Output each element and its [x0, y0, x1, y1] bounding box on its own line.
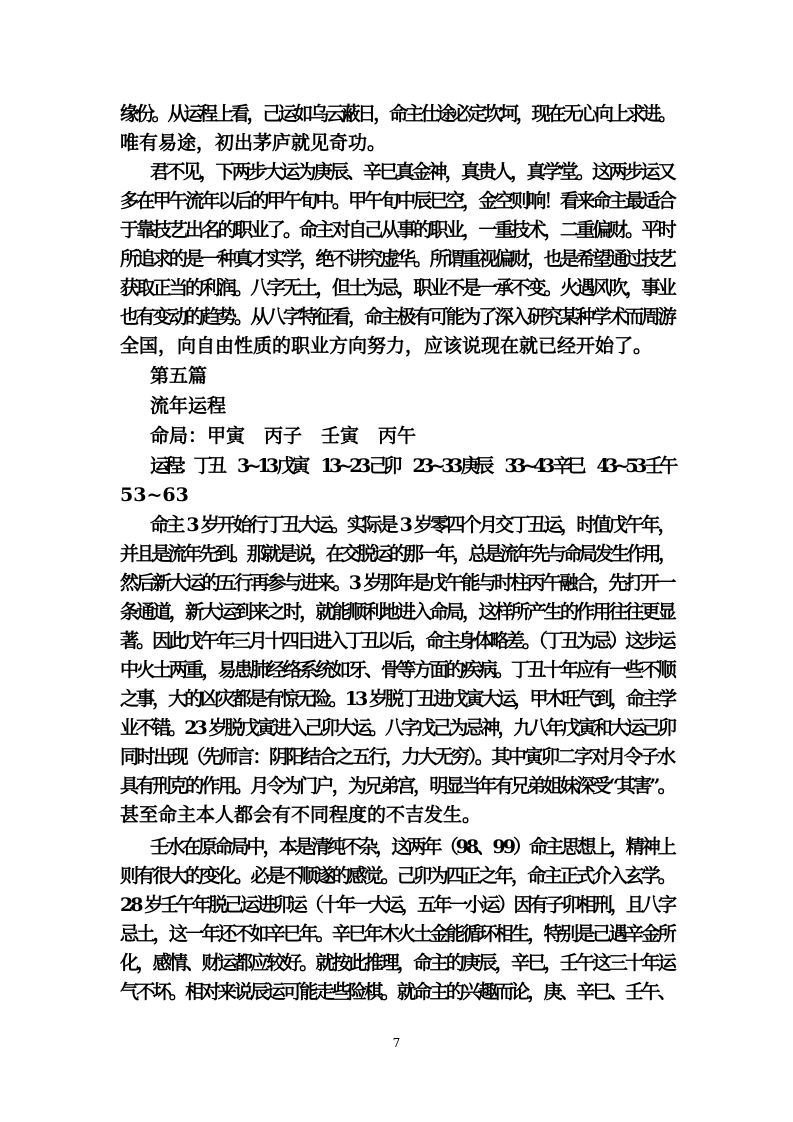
text-line: 唯有易途，初出茅庐就见奇功。: [120, 132, 387, 154]
text-line: 53~63: [120, 484, 189, 506]
text-line: 全国，向自由性质的职业方向努力，应该说现在就已经开始了。: [120, 335, 653, 357]
text-line: 命主 3 岁开始行丁丑大运。实际是 3 岁零四个月交丁丑运，时值戊午年，: [150, 514, 674, 536]
text-line: 则有很大的变化。必是不顺遂的感觉。己卯为四正之年，命主正式介入玄学。: [120, 865, 675, 887]
text-line: 业不错。23 岁脱戊寅进入己卯大运。八字戊己为忌神，九八年戊寅和大运己卯: [120, 717, 675, 739]
text-line: 多在甲午流年以后的甲午旬中。甲午旬中辰巳空，金空则响！看来命主最适合: [120, 190, 675, 212]
text-line: 之事，大的凶灾都是有惊无险。13 岁脱丁丑进戊寅大运，甲木旺气到，命主学: [120, 688, 675, 710]
text-line: 著。因此戊午年三月十四日进入丁丑以后，命主身体略差。（丁丑为忌）这步运: [120, 630, 674, 652]
text-line: 28 岁壬午年脱己运进卯运（十年一大运，五年一小运）因有子卯相刑，且八字: [120, 894, 675, 916]
text-line: 也有变动的趋势。从八字特征看，命主极有可能为了深入研究某种学术而周游: [120, 306, 675, 328]
text-line: 并且是流年先到。那就是说，在交脱运的那一年，总是流年先与命局发生作用，: [120, 543, 675, 565]
text-line: 运程：丁丑 3~13 戊寅 13~23 己卯 23~33 庚辰 33~43 辛巳 43~53 壬午: [150, 455, 674, 477]
section-title: 第五篇: [150, 365, 208, 387]
text-line: 化，感情、财运都应较好。就按此推理，命主的庚辰，辛巳，壬午这三十年运: [120, 952, 675, 974]
text-line: 缘份。从运程上看，己运如乌云蔽日，命主仕途必定坎坷，现在无心向上求进。: [120, 103, 675, 125]
text-line: 忌土，这一年还不如辛巳年。辛巳年木火土金能循环相生，特别是己遇辛金所: [120, 923, 675, 945]
text-line: 具有刑克的作用。月令为门户，为兄弟宫，明显当年有兄弟姐妹深受“其害”。: [120, 775, 674, 797]
text-line: 所追求的是一种真才实学，绝不讲究虚华。所谓重视偏财，也是希望通过技艺: [120, 248, 675, 270]
text-line: 甚至命主本人都会有不同程度的不吉发生。: [120, 804, 482, 826]
section-subtitle: 流年运程: [150, 395, 227, 417]
text-line: 条通道，新大运到来之时，就能顺利地进入命局，这样所产生的作用往往更显: [120, 601, 675, 623]
text-line: 命局：甲寅 丙子 壬寅 丙午: [150, 425, 417, 447]
text-line: 获取正当的利润。八字无土，但土为忌，职业不是一承不变。火遇风吹，事业: [120, 277, 675, 299]
text-line: 壬水在原命局中，本是清纯不杂，这两年（98、99）命主思想上，精神上: [150, 836, 674, 858]
text-line: 同时出现（先师言：阴阳结合之五行，力大无穷）。其中寅卯二字对月令子水: [120, 746, 674, 768]
page-number: 7: [392, 1036, 401, 1050]
text-line: 气不坏。相对来说辰运可能走些险棋。就命主的兴趣而论，庚、辛巳、壬午、: [120, 981, 675, 1003]
text-line: 然后新大运的五行再参与进来。3 岁那年是戊午能与时柱丙午融合，先打开一: [120, 572, 674, 594]
text-line: 中火土两重，易患肺经络系统如牙、骨等方面的疾病。丁丑十年应有一些不顺: [120, 659, 675, 681]
text-line: 于靠技艺出名的职业了。命主对自己从事的职业，一重技术，二重偏财。平时: [120, 219, 675, 241]
text-line: 君不见，下两步大运为庚辰、辛巳真金神，真贵人，真学堂。这两步运又: [150, 161, 675, 183]
